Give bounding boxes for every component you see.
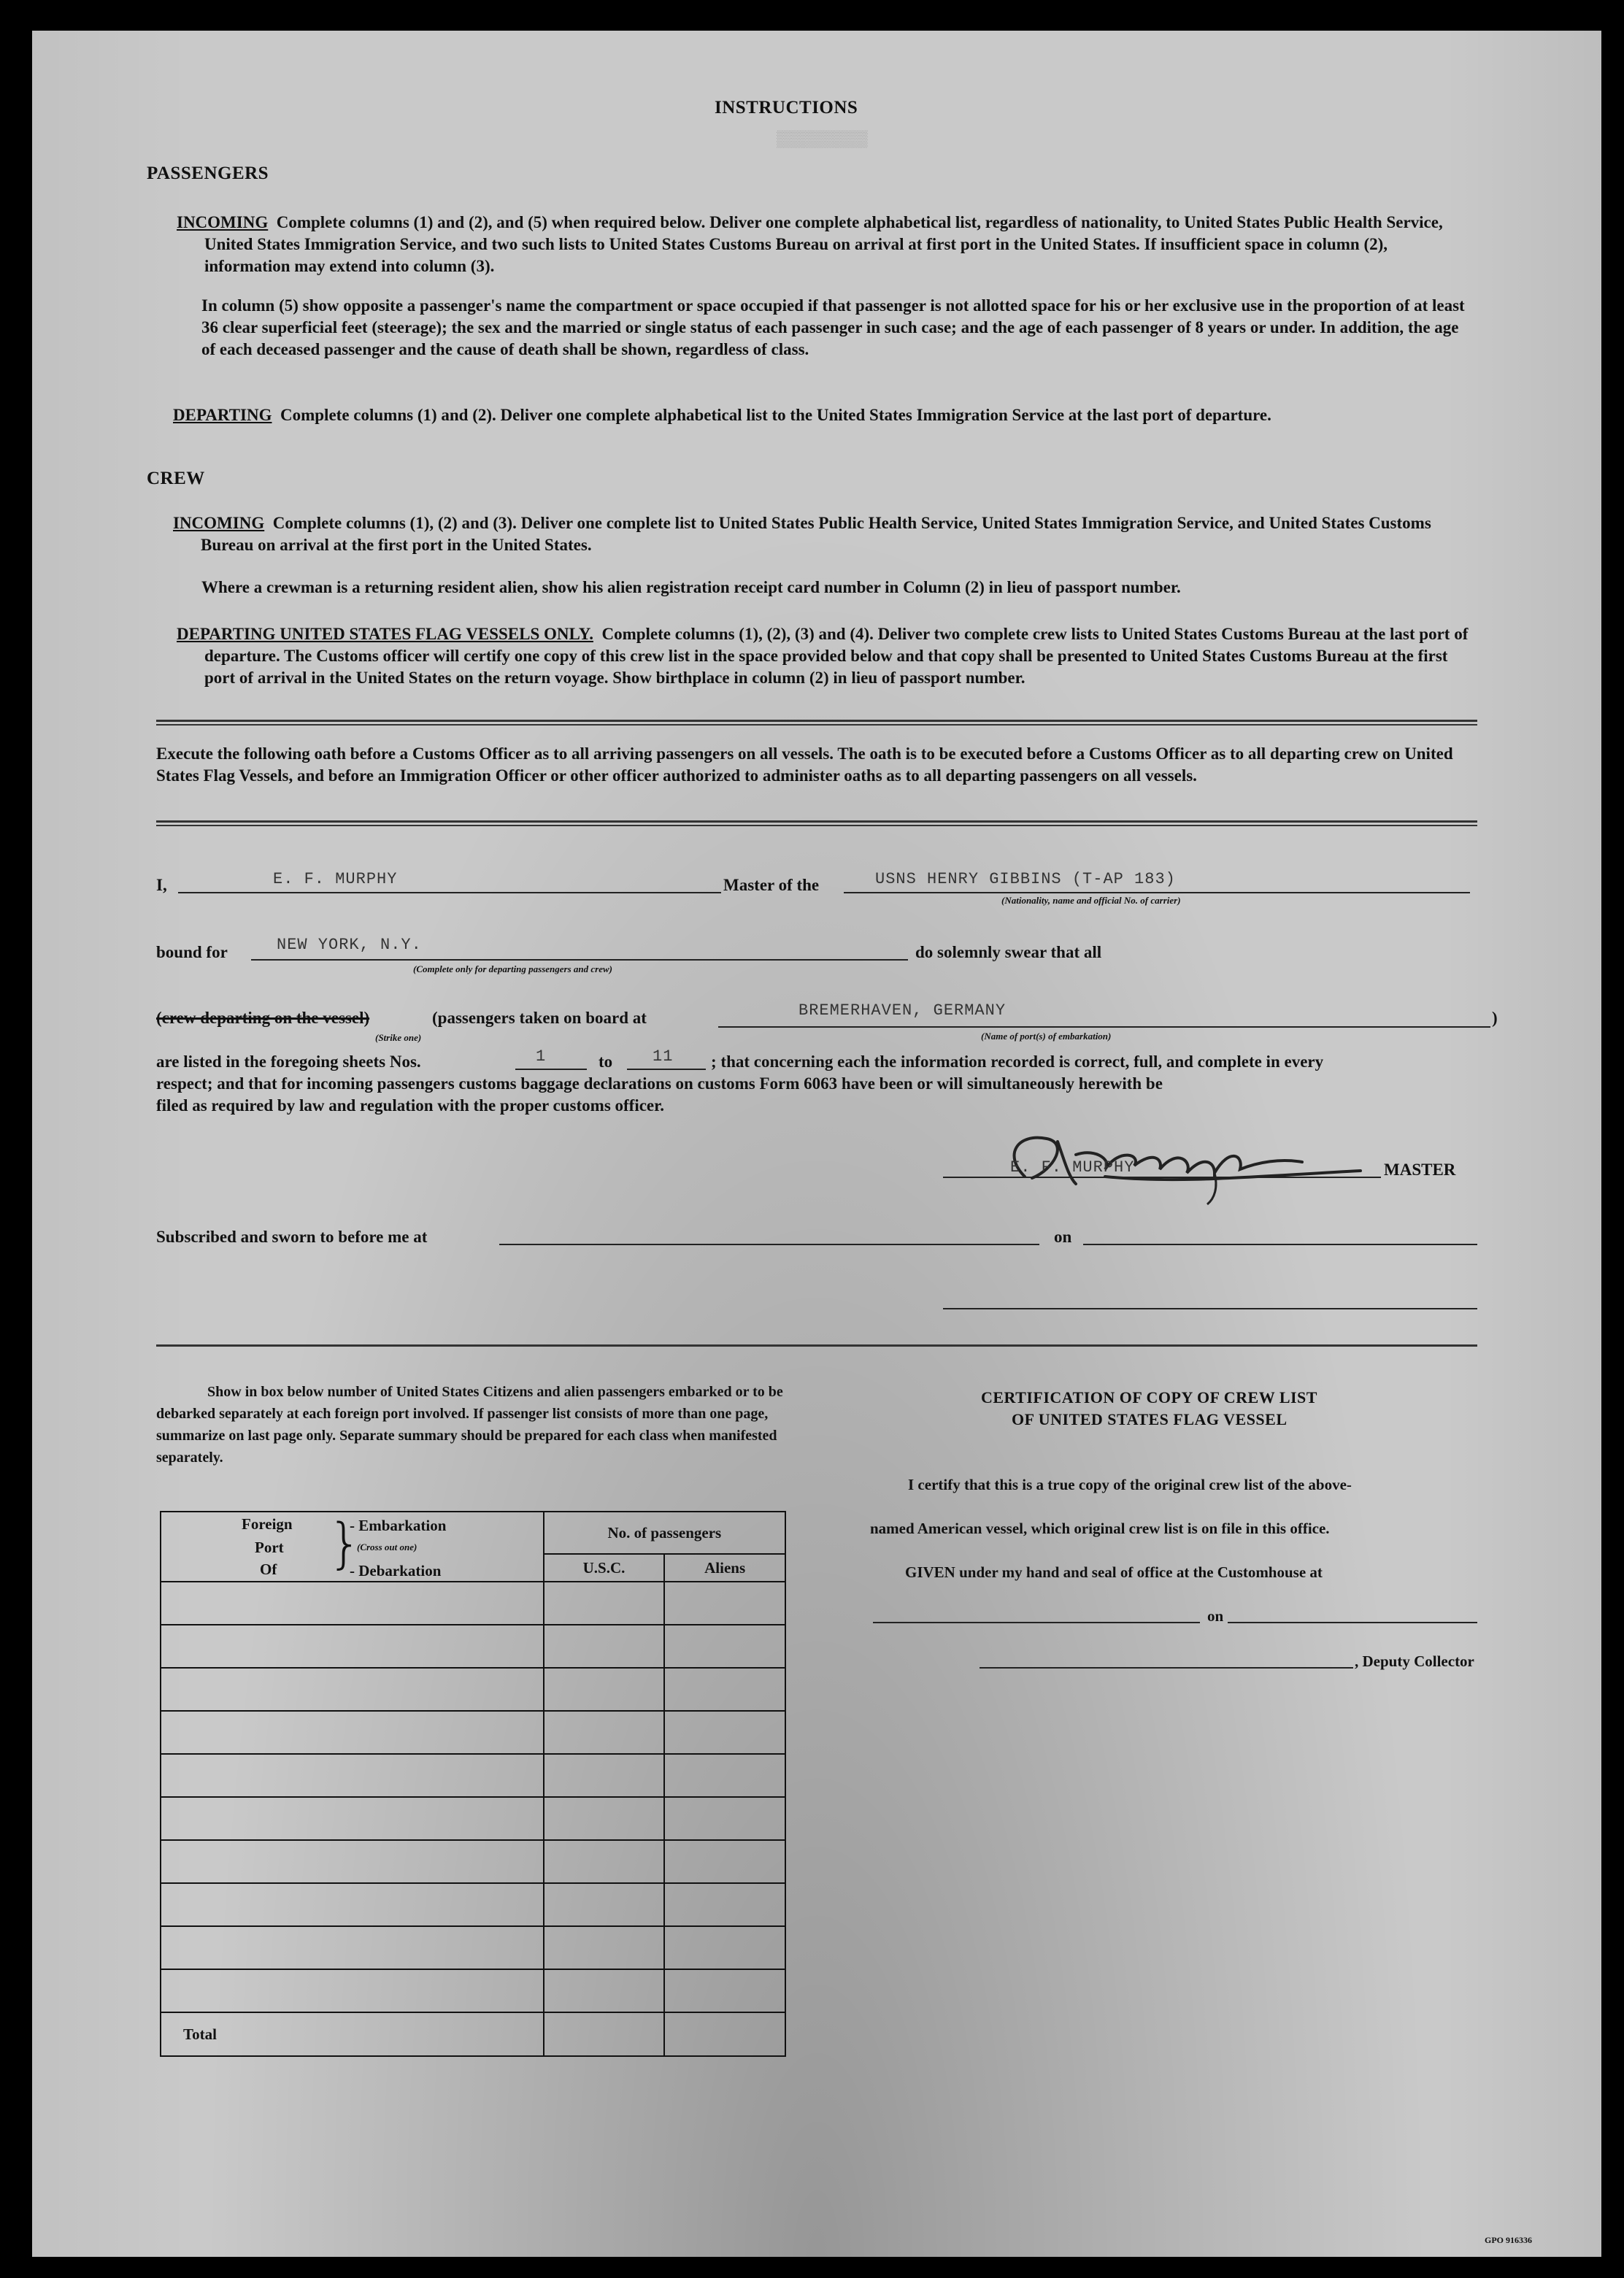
table-row [161,1883,785,1926]
vessel-line [844,892,1470,893]
signature-line [943,1177,1381,1178]
subscribed-on-label: on [1054,1228,1072,1246]
port-cell[interactable] [161,1883,544,1926]
crew-departing-label: DEPARTING UNITED STATES FLAG VESSELS ONLY. [177,625,593,643]
port-cell[interactable] [161,1711,544,1754]
port-line [718,1026,1490,1028]
port-cell[interactable] [161,1625,544,1668]
subscribed-label: Subscribed and sworn to before me at [156,1228,428,1246]
crew-departing-text: Complete columns (1), (2), (3) and (4). Deliver two complete crew lists to United States Customs Bureau at the last port of departure. The Customs officer will certify one copy of this crew list in the space provided below and that copy shall be presented to United States Customs Bureau at the first port of arrival in the United States on the return voyage. Show birthplace in column (2) in lieu of passport number. [204,625,1469,687]
port-caption: (Name of port(s) of embarkation) [981,1031,1112,1042]
officer-signature-line [943,1308,1477,1309]
aliens-cell[interactable] [664,1582,785,1625]
crew-alien-paragraph: Where a crewman is a returning resident alien, show his alien registration receipt card number in Column (2) in lieu of passport number. [201,578,1181,596]
passengers-incoming-text: Complete columns (1) and (2), and (5) when required below. Deliver one complete alphabetical list, regardless of nationality, to United States Public Health Service, United States Immigration Service, and two such lists to United States Customs Bureau on arrival at first port in the United States. If insufficient space in column (2), information may extend into column (3). [204,213,1443,275]
total-row [161,2012,785,2056]
port-cell[interactable] [161,1840,544,1883]
port-cell[interactable] [161,1969,544,2012]
crew-incoming-paragraph [173,512,1469,556]
certification-text-2: named American vessel, which original crew list is on file in this office. [870,1520,1330,1537]
aliens-cell[interactable] [664,1797,785,1840]
crew-struck-option: (crew departing on the vessel) [156,1009,370,1027]
certification-title-2: OF UNITED STATES FLAG VESSEL [1012,1410,1288,1428]
passengers-departing-paragraph [173,404,1476,426]
passengers-departing-text: Complete columns (1) and (2). Deliver one complete alphabetical list to the United States Immigration Service at the last port of departure. [280,406,1271,424]
passengers-column5-paragraph: In column (5) show opposite a passenger's name the compartment or space occupied if that passenger is not allotted space for his or her exclusive use in the proportion of at least 36 clear superficial feet (steerage); the sex and the married or single status of each passenger in such case; and the age of each passenger of 8 years or under. In addition, the age of each deceased passenger and the cause of death shall be shown, regardless of class. [201,296,1465,358]
foreign-label: Foreign [242,1515,293,1533]
bound-for-caption: (Complete only for departing passengers and crew) [413,963,612,974]
customhouse-line [873,1622,1200,1623]
certification-text-3: GIVEN under my hand and seal of office at the Customhouse at [905,1563,1323,1581]
bound-for-label: bound for [156,943,228,961]
subscribed-place-line [499,1244,1039,1245]
table-row [161,1625,785,1668]
table-row [161,1969,785,2012]
document-page [32,31,1601,2257]
passengers-option-label: (passengers taken on board at [432,1009,647,1027]
certification-text-1: I certify that this is a true copy of the original crew list of the above- [908,1476,1352,1493]
table-row [161,1840,785,1883]
sheet-from-line [515,1069,587,1070]
of-label: Of [260,1561,277,1578]
crew-incoming-text: Complete columns (1), (2) and (3). Deliver one complete list to United States Public Health Service, United States Immigration Service, and United States Customs Bureau on arrival at the first port in the United States. [201,514,1431,554]
bleed-through-text: ▒▒▒▒▒▒▒▒ [777,129,868,147]
usc-cell[interactable] [544,1926,665,1969]
swear-label: do solemnly swear that all [915,943,1102,961]
vessel-value: USNS HENRY GIBBINS (T-AP 183) [875,870,1176,888]
passengers-heading: PASSENGERS [147,163,269,183]
passengers-departing-label: DEPARTING [173,406,272,424]
usc-cell[interactable] [544,1969,665,2012]
listed-line3: filed as required by law and regulation with the proper customs officer. [156,1096,664,1115]
no-passengers-header: No. of passengers [544,1512,785,1554]
oath-instruction: Execute the following oath before a Customs Officer as to all arriving passengers on all vessels. The oath is to be executed before a Customs Officer as to all departing crew on United States Flag Vessels, and before an Immigration Officer or other officer authorized to administer oaths as to all departing passengers on all vessels. [156,744,1453,785]
port-cell[interactable] [161,1754,544,1797]
strike-caption: (Strike one) [375,1032,422,1043]
to-label: to [599,1053,613,1071]
usc-cell[interactable] [544,1840,665,1883]
usc-cell[interactable] [544,1668,665,1711]
table-row [161,1754,785,1797]
page-title: INSTRUCTIONS [715,98,858,118]
certification-date-line [1228,1622,1477,1623]
debarkation-label: - Debarkation [350,1562,442,1579]
aliens-cell[interactable] [664,1926,785,1969]
usc-cell[interactable] [544,1797,665,1840]
master-name-value: E. F. MURPHY [273,870,398,888]
crew-heading: CREW [147,469,205,488]
deputy-signature-line [980,1667,1353,1669]
table-row [161,1668,785,1711]
aliens-cell[interactable] [664,1754,785,1797]
section-divider [156,1344,1477,1349]
aliens-cell[interactable] [664,1625,785,1668]
usc-cell[interactable] [544,1582,665,1625]
passengers-incoming-label: INCOMING [177,213,269,231]
usc-cell[interactable] [544,1711,665,1754]
usc-cell[interactable] [544,1625,665,1668]
brace-icon: } [328,1512,363,1575]
listed-label: are listed in the foregoing sheets Nos. [156,1053,421,1071]
port-cell[interactable] [161,1926,544,1969]
cross-out-caption: (Cross out one) [357,1542,417,1552]
sheet-to-line [627,1069,706,1070]
master-of-label: Master of the [723,876,820,894]
footer-code: GPO 916336 [1485,2235,1532,2245]
port-label: Port [255,1539,284,1556]
certification-on-label: on [1207,1607,1224,1625]
aliens-cell[interactable] [664,1668,785,1711]
total-usc-cell[interactable] [544,2012,665,2056]
crew-departing-paragraph [177,623,1476,689]
master-name-line [178,892,721,893]
table-row [161,1711,785,1754]
aliens-header: Aliens [664,1554,785,1582]
sheet-to-value: 11 [653,1047,674,1066]
aliens-cell[interactable] [664,1711,785,1754]
oath-i-label: I, [156,876,167,894]
port-cell[interactable] [161,1582,544,1625]
total-aliens-cell[interactable] [664,2012,785,2056]
table-row [161,1797,785,1840]
passengers-incoming-paragraph [177,212,1476,277]
sheet-from-value: 1 [536,1047,547,1066]
subscribed-date-line [1083,1244,1477,1245]
aliens-cell[interactable] [664,1883,785,1926]
bound-for-line [251,959,908,961]
embarkation-label: - Embarkation [350,1517,447,1534]
passenger-summary-table [160,1511,786,2057]
deputy-collector-label: , Deputy Collector [1355,1652,1474,1670]
aliens-cell[interactable] [664,1969,785,2012]
section-divider [156,720,1477,726]
foreign-port-header [161,1512,544,1582]
table-row [161,1926,785,1969]
port-cell[interactable] [161,1797,544,1840]
close-paren: ) [1492,1009,1498,1027]
usc-cell[interactable] [544,1754,665,1797]
port-cell[interactable] [161,1668,544,1711]
usc-header: U.S.C. [544,1554,665,1582]
usc-cell[interactable] [544,1883,665,1926]
aliens-cell[interactable] [664,1840,785,1883]
bound-for-value: NEW YORK, N.Y. [277,936,422,954]
certification-title-1: CERTIFICATION OF COPY OF CREW LIST [981,1388,1317,1407]
master-label: MASTER [1384,1161,1456,1179]
total-label: Total [161,2012,544,2056]
port-value: BREMERHAVEN, GERMANY [798,1001,1007,1020]
vessel-caption: (Nationality, name and official No. of carrier) [1001,895,1181,906]
crew-incoming-label: INCOMING [173,514,265,532]
listed-line2: respect; and that for incoming passengers customs baggage declarations on customs Form 6063 have been or will simultaneously herewith be [156,1074,1163,1093]
table-row [161,1582,785,1625]
section-divider [156,820,1477,826]
summary-instructions: Show in box below number of United States Citizens and alien passengers embarked or to be debarked separately at each foreign port involved. If passenger list consists of more than one page, summarize on last page only. Separate summary should be prepared for each class when manifested separately. [156,1384,783,1466]
signature-typed-name: E. F. MURPHY [1010,1158,1135,1177]
listed-rest: ; that concerning each the information recorded is correct, full, and complete in every [711,1053,1324,1071]
